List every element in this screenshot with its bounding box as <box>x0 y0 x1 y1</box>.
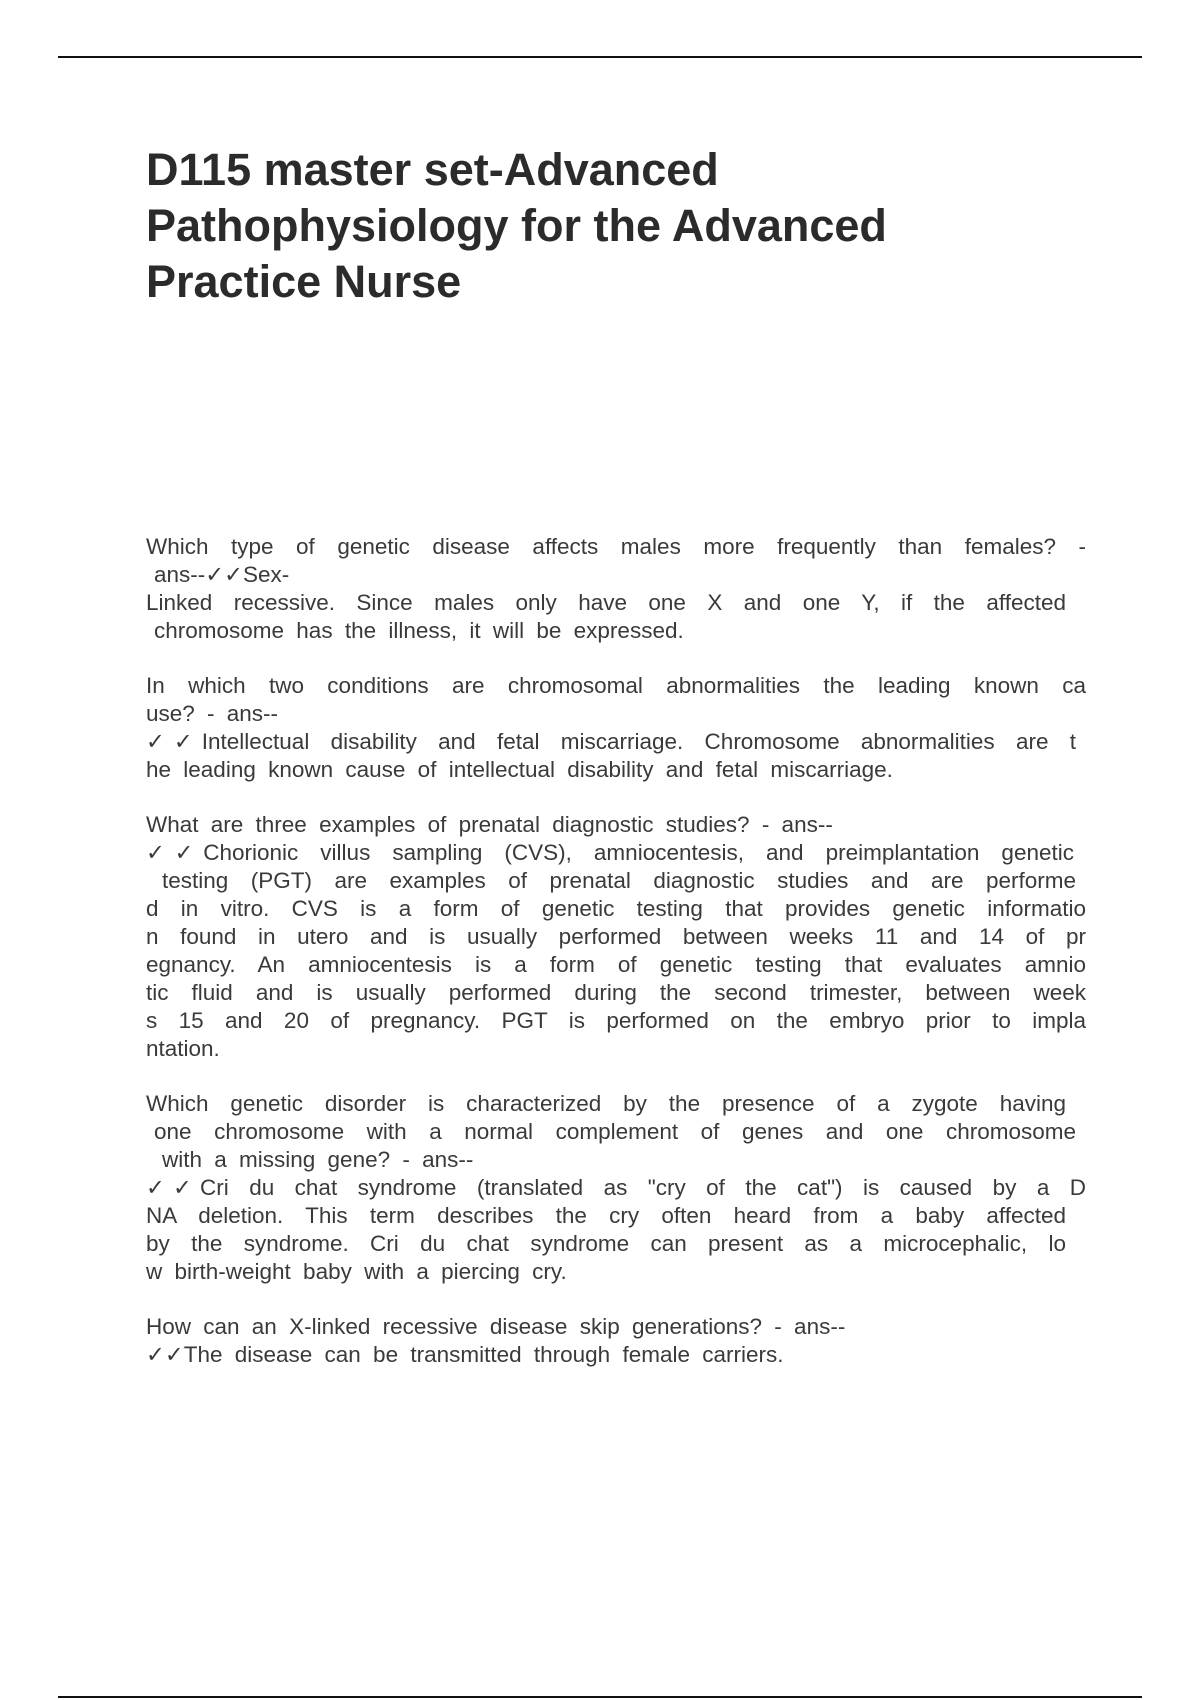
top-rule <box>58 56 1142 58</box>
qa-line: s 15 and 20 of pregnancy. PGT is performed on the embryo prior to impla <box>146 1008 1086 1033</box>
qa-list <box>146 533 1086 1396</box>
qa-line: ✓✓Cri du chat syndrome (translated as "cry of the cat") is caused by a D <box>146 1175 1086 1200</box>
qa-line: Which genetic disorder is characterized by the presence of a zygote having <box>146 1091 1066 1116</box>
qa-line: testing (PGT) are examples of prenatal diagnostic studies and are performe <box>162 868 1076 893</box>
qa-line: n found in utero and is usually performed between weeks 11 and 14 of pr <box>146 924 1086 949</box>
title-line: Pathophysiology for the Advanced <box>146 200 887 251</box>
qa-item <box>146 1313 1086 1369</box>
qa-line: by the syndrome. Cri du chat syndrome can present as a microcephalic, lo <box>146 1231 1066 1256</box>
qa-line: tic fluid and is usually performed during the second trimester, between week <box>146 980 1086 1005</box>
qa-line: egnancy. An amniocentesis is a form of genetic testing that evaluates amnio <box>146 952 1086 977</box>
qa-line: How can an X-linked recessive disease skip generations? - ans-- <box>146 1314 846 1339</box>
qa-item <box>146 811 1086 1063</box>
qa-line: one chromosome with a normal complement of genes and one chromosome <box>154 1119 1076 1144</box>
qa-item <box>146 672 1086 784</box>
qa-item <box>146 1090 1086 1286</box>
qa-line: w birth-weight baby with a piercing cry. <box>146 1259 567 1284</box>
qa-line: Which type of genetic disease affects males more frequently than females? - <box>146 534 1086 559</box>
title-line: D115 master set-Advanced <box>146 144 719 195</box>
qa-line: chromosome has the illness, it will be expressed. <box>154 618 684 643</box>
qa-line: In which two conditions are chromosomal abnormalities the leading known ca <box>146 673 1086 698</box>
qa-line: ✓✓Intellectual disability and fetal miscarriage. Chromosome abnormalities are t <box>146 729 1076 754</box>
document-title <box>146 142 1046 310</box>
qa-line: ✓✓The disease can be transmitted through female carriers. <box>146 1342 784 1367</box>
qa-item <box>146 533 1086 645</box>
qa-line: What are three examples of prenatal diagnostic studies? - ans-- <box>146 812 833 837</box>
qa-line: ✓✓Chorionic villus sampling (CVS), amniocentesis, and preimplantation genetic <box>146 840 1074 865</box>
qa-line: Linked recessive. Since males only have one X and one Y, if the affected <box>146 590 1066 615</box>
qa-line: NA deletion. This term describes the cry often heard from a baby affected <box>146 1203 1066 1228</box>
bottom-rule <box>58 1696 1142 1698</box>
qa-line: with a missing gene? - ans-- <box>162 1147 474 1172</box>
qa-line: ntation. <box>146 1036 220 1061</box>
qa-line: d in vitro. CVS is a form of genetic testing that provides genetic informatio <box>146 896 1086 921</box>
title-line: Practice Nurse <box>146 256 462 307</box>
qa-line: use? - ans-- <box>146 701 279 726</box>
qa-line: he leading known cause of intellectual disability and fetal miscarriage. <box>146 757 893 782</box>
qa-line: ans--✓✓Sex- <box>154 562 290 587</box>
